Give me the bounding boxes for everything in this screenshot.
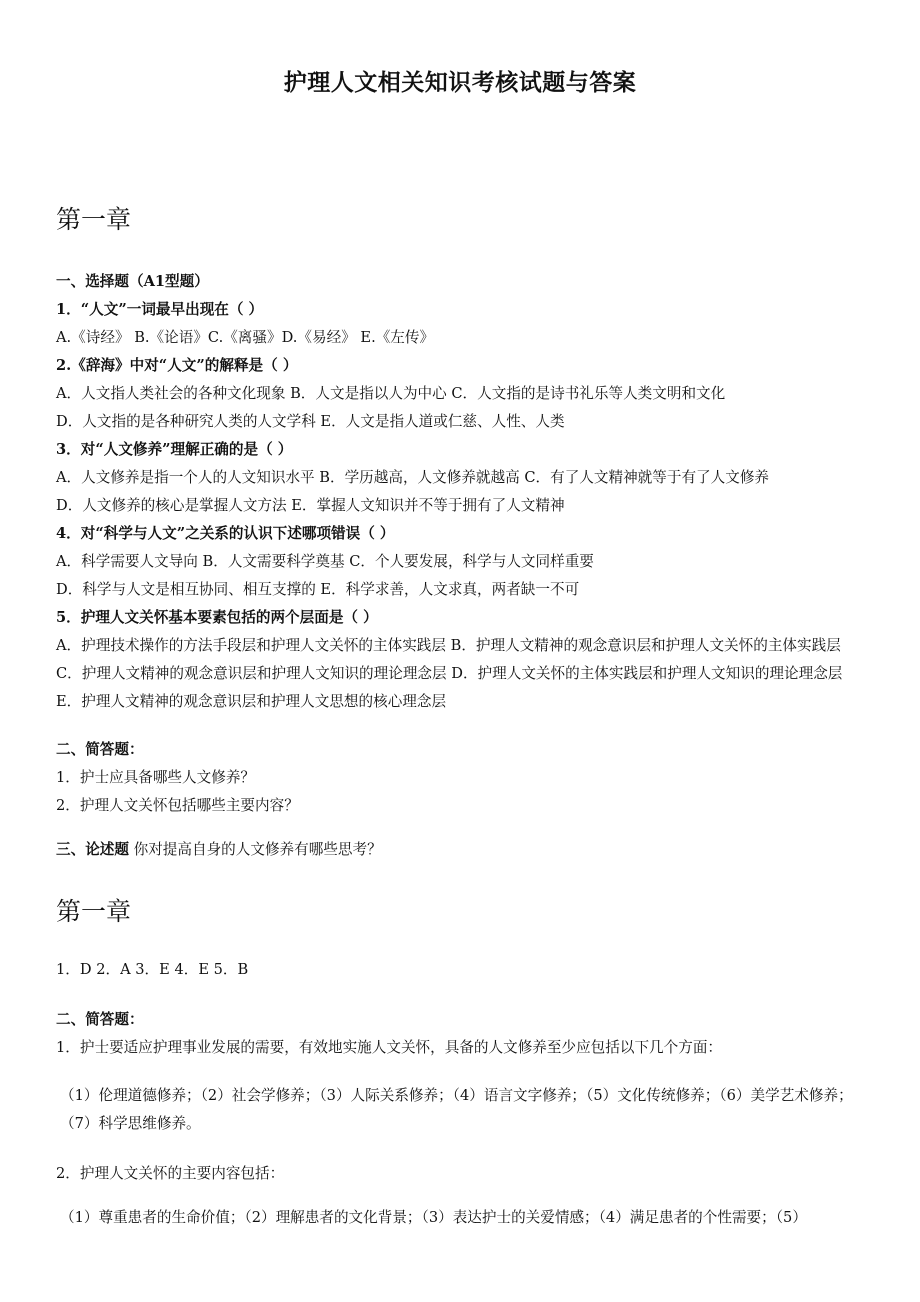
chapter-heading-questions: 第一章 bbox=[56, 205, 132, 234]
answers-section-heading-short-answer: 二、简答题： bbox=[56, 1011, 144, 1028]
section-heading-short-answer: 二、简答题： bbox=[56, 741, 144, 758]
question-2-options-line-1: A．人文指人类社会的各种文化现象 B．人文是指以人为中心 C．人文指的是诗书礼乐等人类文明和文化 bbox=[56, 385, 726, 402]
short-answer-question-2: 2．护理人文关怀包括哪些主要内容？ bbox=[56, 797, 299, 814]
answer-1-intro: 1．护士要适应护理事业发展的需要，有效地实施人文关怀，具备的人文修养至少应包括以下几个方面： bbox=[56, 1039, 723, 1056]
essay-question bbox=[56, 836, 876, 864]
section-heading-multiple-choice: 一、选择题（A1型题） bbox=[56, 273, 209, 290]
answer-2-intro: 2．护理人文关怀的主要内容包括： bbox=[56, 1165, 285, 1182]
multiple-choice-answers: 1．D 2．A 3．E 4．E 5．B bbox=[56, 961, 249, 978]
question-5-options: A．护理技术操作的方法手段层和护理人文关怀的主体实践层 B．护理人文精神的观念意识层和护理人文关怀的主体实践层 C．护理人文精神的观念意识层和护理人文知识的理论理念层 D．护理人文关怀的主体实践层和护理人文知识的理论理念层 E．护理人文精神的观念意识层和护理人文思想的核心理念层 bbox=[56, 637, 843, 710]
short-answer-question-1: 1．护士应具备哪些人文修养？ bbox=[56, 769, 256, 786]
question-1: 1．“人文”一词最早出现在（ ） bbox=[56, 301, 264, 318]
chapter-heading-answers: 第一章 bbox=[56, 897, 132, 926]
question-4: 4．对“科学与人文”之关系的认识下述哪项错误（ ） bbox=[56, 525, 395, 542]
question-3-options-line-2: D．人文修养的核心是掌握人文方法 E．掌握人文知识并不等于拥有了人文精神 bbox=[56, 497, 565, 514]
question-2: 2.《辞海》中对“人文”的解释是（ ） bbox=[56, 357, 298, 374]
essay-question-text: 你对提高自身的人文修养有哪些思考？ bbox=[128, 841, 382, 858]
document-title: 护理人文相关知识考核试题与答案 bbox=[283, 69, 637, 96]
answer-1-list: （1）伦理道德修养；（2）社会学修养；（3）人际关系修养；（4）语言文字修养；（5）文化传统修养；（6）美学艺术修养；（7）科学思维修养。 bbox=[60, 1087, 853, 1132]
answer-2-list: （1）尊重患者的生命价值；（2）理解患者的文化背景；（3）表达护士的关爱情感；（4）满足患者的个性需要；（5） bbox=[60, 1209, 807, 1226]
question-2-options-line-2: D．人文指的是各种研究人类的人文学科 E．人文是指人道或仁慈、人性、人类 bbox=[56, 413, 565, 430]
question-1-options: A.《诗经》 B.《论语》C.《离骚》D.《易经》 E.《左传》 bbox=[56, 329, 435, 346]
question-4-options-line-1: A．科学需要人文导向 B．人文需要科学奠基 C．个人要发展，科学与人文同样重要 bbox=[56, 553, 594, 570]
question-3: 3．对“人文修养”理解正确的是（ ） bbox=[56, 441, 293, 458]
section-heading-essay: 三、论述题 bbox=[56, 841, 129, 858]
question-5: 5．护理人文关怀基本要素包括的两个层面是（ ） bbox=[56, 609, 378, 626]
question-4-options-line-2: D．科学与人文是相互协同、相互支撑的 E．科学求善，人文求真，两者缺一不可 bbox=[56, 581, 580, 598]
question-3-options-line-1: A．人文修养是指一个人的人文知识水平 B．学历越高，人文修养就越高 C．有了人文精神就等于有了人文修养 bbox=[56, 469, 770, 486]
